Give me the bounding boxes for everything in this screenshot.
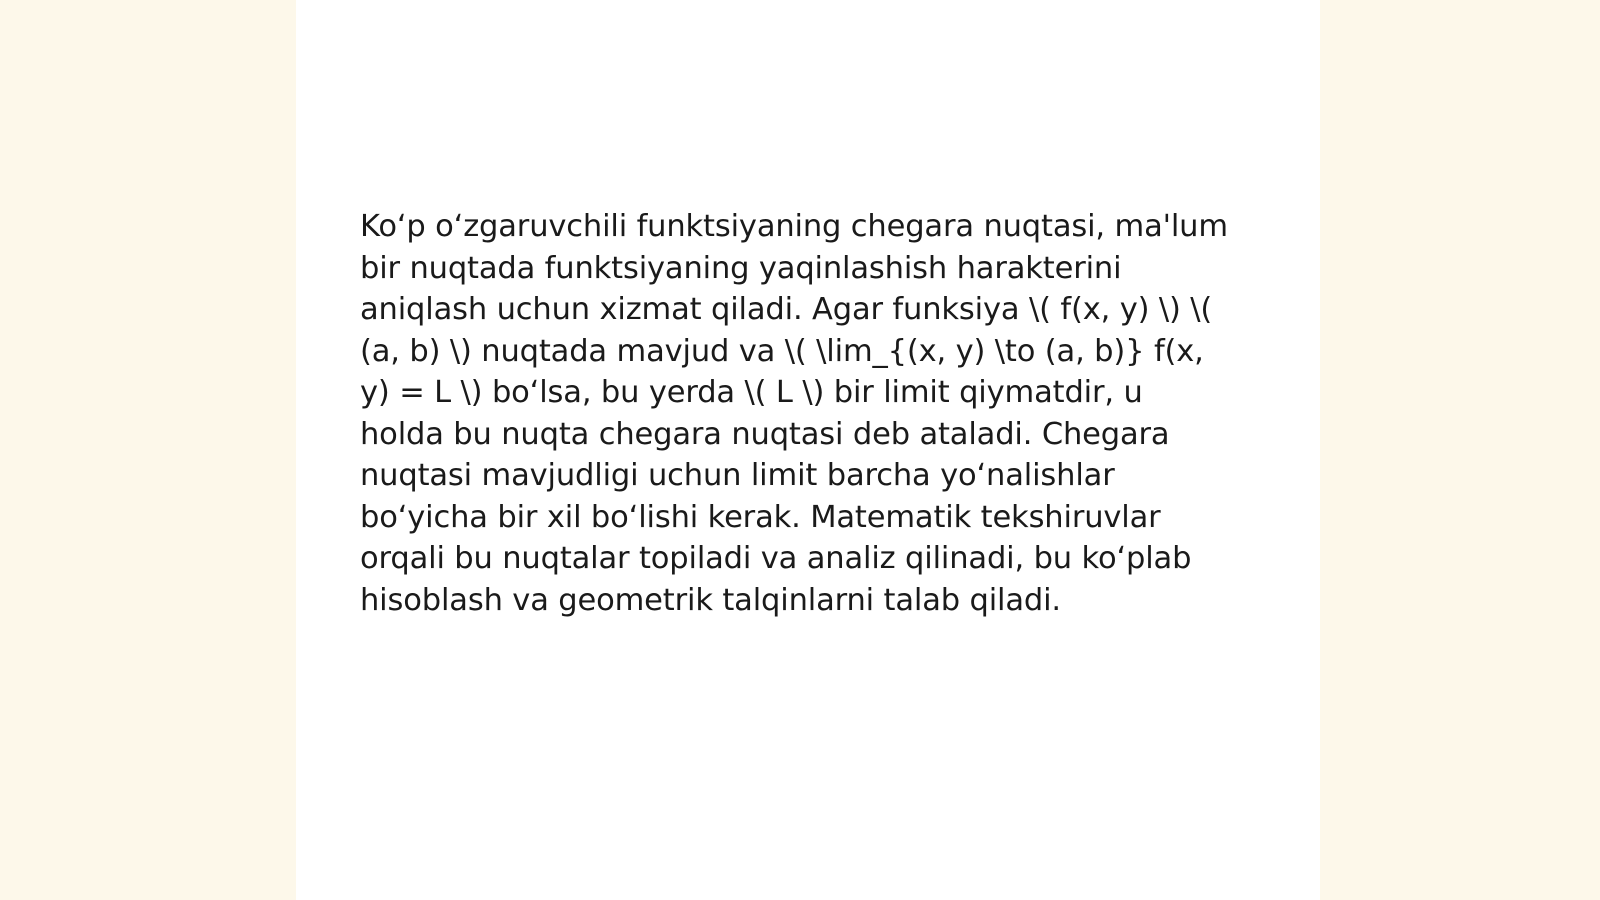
slide-body-text: Koʻp oʻzgaruvchili funktsiyaning chegara nuqtasi, ma'lum bir nuqtada funktsiyaning yaqinlashish harakterini aniqlash uchun xizmat qiladi. Agar funksiya \( f(x, y) \) \( (a, b) \) nuqtada mavjud va \( \lim_{(x, y) \to (a, b)} f(x, y) = L \) boʻlsa, bu yerda \( L \) bir limit qiymatdir, u holda bu nuqta chegara nuqtasi deb ataladi. Chegara nuqtasi mavjudligi uchun limit barcha yoʻnalishlar boʻyicha bir xil boʻlishi kerak. Matematik tekshiruvlar orqali bu nuqtalar topiladi va analiz qilinadi, bu koʻplab hisoblash va geometrik talqinlarni talab qiladi. <box>360 209 1228 618</box>
slide-canvas <box>296 0 1320 900</box>
